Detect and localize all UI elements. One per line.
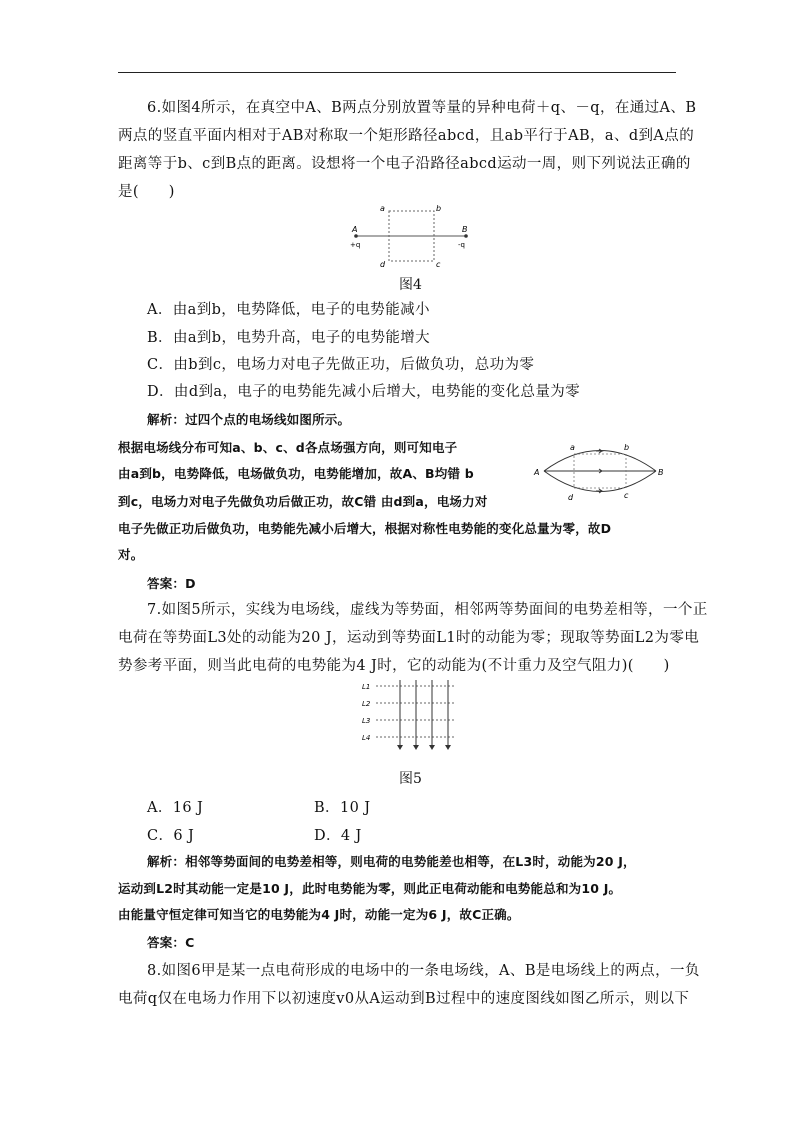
fig4-label-B: B (462, 225, 468, 234)
q8-line-2: 电荷q仅在电场力作用下以初速度v0从A运动到B过程中的速度图线如图乙所示，则以下 (118, 991, 690, 1007)
fig4-label-c: c (436, 260, 441, 269)
q6-option-b: B．由a到b，电势升高，电子的电势能增大 (147, 330, 431, 346)
fig5-label-L1: L1 (362, 683, 371, 691)
q6-line-3: 距离等于b、c到B点的距离。设想将一个电子沿路径abcd运动一周，则下列说法正确的 (118, 156, 691, 172)
q7-analysis-2: 运动到L2时其动能一定是10 J，此时电势能为零，则此正电荷动能和电势能总和为10 J。 (118, 881, 622, 896)
fig5-label-L2: L2 (362, 700, 371, 708)
field-label-a: a (570, 443, 575, 452)
figure-4 (340, 200, 480, 270)
q6-option-a: A．由a到b，电势降低，电子的电势能减小 (147, 302, 430, 318)
q7-option-c: C．6 J (147, 828, 195, 844)
q7-line-3: 势参考平面，则当此电荷的电势能为4 J时，它的动能为(不计重力及空气阻力)( ) (118, 658, 670, 674)
field-label-B: B (658, 468, 664, 477)
fig5-label-L3: L3 (362, 717, 371, 725)
q6-option-c: C．由b到c，电场力对电子先做正功，后做负功，总功为零 (147, 357, 535, 373)
figure-5 (356, 676, 466, 756)
fig4-label-a: a (380, 204, 385, 213)
field-lines-figure (532, 438, 672, 508)
figure-4-caption: 图4 (399, 277, 422, 293)
q6-analysis-1: 解析：过四个点的电场线如图所示。 (147, 412, 351, 427)
fig4-label-plus-q: +q (350, 241, 361, 249)
q6-analysis-6: 对。 (118, 547, 144, 562)
fig4-label-d: d (380, 260, 386, 269)
q8-line-1: 8.如图6甲是某一点电荷形成的电场中的一条电场线，A、B是电场线上的两点，一负 (147, 963, 700, 979)
q7-option-b: B．10 J (314, 800, 371, 816)
field-label-A: A (534, 468, 540, 477)
q7-option-d: D．4 J (314, 828, 362, 844)
charge-B-dot (464, 234, 468, 238)
q6-analysis-5: 电子先做正功后做负功，电势能先减小后增大，根据对称性电势能的变化总量为零，故D (118, 521, 612, 536)
field-label-d: d (568, 493, 574, 502)
q6-line-4: 是( ) (118, 184, 175, 200)
fig5-label-L4: L4 (362, 734, 371, 742)
q6-analysis-3: 由a到b，电势降低，电场做负功，电势能增加，故A、B均错 b (118, 466, 474, 481)
q7-option-a: A．16 J (147, 800, 204, 816)
q7-answer: 答案：C (147, 935, 195, 950)
fig4-label-b: b (436, 204, 442, 213)
q6-analysis-4: 到c，电场力对电子先做负功后做正功，故C错 由d到a，电场力对 (118, 494, 488, 509)
q7-line-2: 电荷在等势面L3处的动能为20 J，运动到等势面L1时的动能为零；现取等势面L2为零电 (118, 630, 700, 646)
header-rule (118, 72, 676, 73)
q6-answer: 答案：D (147, 576, 196, 591)
figure-5-caption: 图5 (399, 771, 422, 787)
q6-option-d: D．由d到a，电子的电势能先减小后增大，电势能的变化总量为零 (147, 384, 581, 400)
q7-analysis-1: 解析：相邻等势面间的电势差相等，则电荷的电势能差也相等，在L3时，动能为20 J， (147, 854, 636, 869)
q6-analysis-2: 根据电场线分布可知a、b、c、d各点场强方向，则可知电子 (118, 440, 458, 455)
fig4-label-minus-q: -q (458, 241, 465, 249)
charge-A-dot (354, 234, 358, 238)
q6-line-2: 两点的竖直平面内相对于AB对称取一个矩形路径abcd，且ab平行于AB，a、d到A点的 (118, 128, 695, 144)
q7-analysis-3: 由能量守恒定律可知当它的电势能为4 J时，动能一定为6 J，故C正确。 (118, 907, 520, 922)
field-label-c: c (624, 491, 629, 500)
field-label-b: b (624, 443, 630, 452)
q7-line-1: 7.如图5所示，实线为电场线，虚线为等势面，相邻两等势面间的电势差相等，一个正 (147, 602, 708, 618)
q6-line-1: 6.如图4所示，在真空中A、B两点分别放置等量的异种电荷＋q、－q，在通过A、B (147, 100, 697, 116)
fig4-label-A: A (352, 225, 358, 234)
